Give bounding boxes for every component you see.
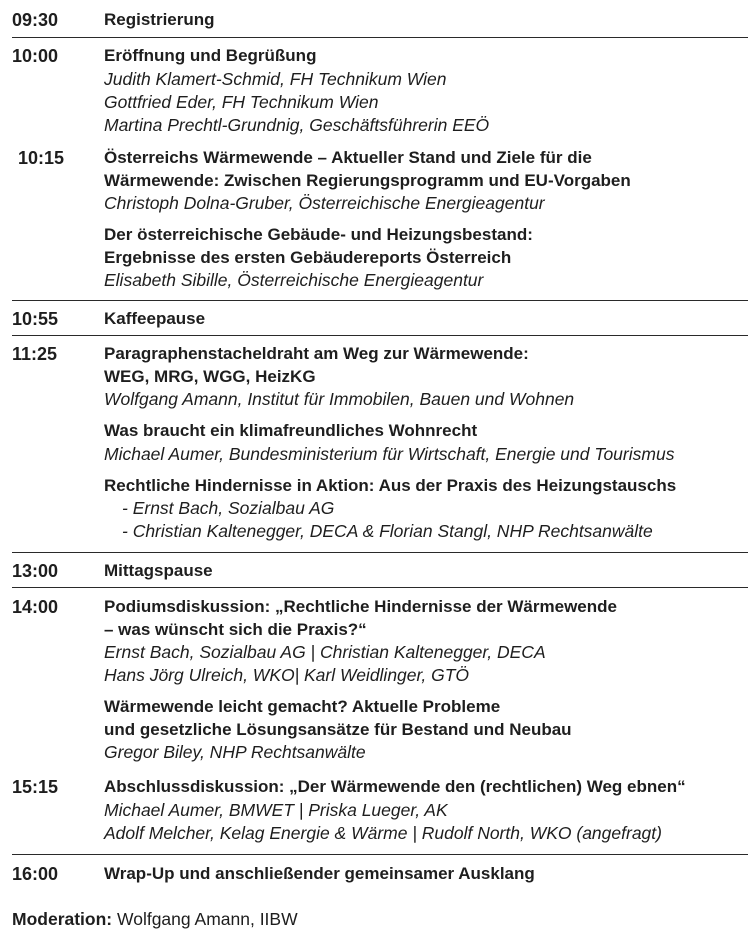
talk-title: WEG, MRG, WGG, HeizKG <box>104 366 316 386</box>
talk-title: Abschlussdiskussion: „Der Wärmewende den (rechtlichen) Weg ebnen“ <box>104 777 686 796</box>
talk-title: Wärmewende leicht gemacht? Aktuelle Probleme <box>104 697 501 716</box>
speaker: Gottfried Eder, FH Technikum Wien <box>104 91 379 112</box>
speaker: Adolf Melcher, Kelag Energie & Wärme | Rudolf North, WKO (angefragt) <box>104 822 662 843</box>
slot-content <box>104 560 749 583</box>
speaker: - Ernst Bach, Sozialbau AG <box>122 498 335 518</box>
talk-title: – was wünscht sich die Praxis?“ <box>104 619 367 639</box>
slot-content <box>104 596 749 764</box>
talk-title: Rechtliche Hindernisse in Aktion: Aus der Praxis des Heizungstauschs <box>104 475 677 495</box>
slot-content <box>104 9 749 32</box>
divider <box>12 300 748 301</box>
speaker: - Christian Kaltenegger, DECA & Florian Stangl, NHP Rechtsanwälte <box>122 521 653 541</box>
slot-time: 10:00 <box>12 46 59 66</box>
speaker: Michael Aumer, BMWET | Priska Lueger, AK <box>104 799 448 820</box>
slot-content <box>104 863 749 886</box>
slot-content <box>104 147 749 292</box>
slot-content <box>104 308 749 331</box>
slot-time: 13:00 <box>12 561 59 581</box>
talk-title: Mittagspause <box>104 561 213 580</box>
talk-title: Kaffeepause <box>104 309 206 328</box>
divider <box>12 335 748 336</box>
talk-title: Podiumsdiskussion: „Rechtliche Hindernisse der Wärmewende <box>104 597 617 616</box>
talk-title: Was braucht ein klimafreundliches Wohnrecht <box>104 421 478 440</box>
moderation-name: Wolfgang Amann, IIBW <box>117 909 298 929</box>
talk-title: Österreichs Wärmewende – Aktueller Stand und Ziele für die <box>104 148 592 167</box>
speaker: Ernst Bach, Sozialbau AG | Christian Kaltenegger, DECA <box>104 642 546 662</box>
divider <box>12 587 748 588</box>
moderation-label: Moderation: <box>12 909 113 929</box>
slot-time: 10:15 <box>18 148 65 168</box>
slot-content <box>104 45 749 137</box>
slot-content <box>104 343 749 543</box>
talk-title: und gesetzliche Lösungsansätze für Bestand und Neubau <box>104 719 572 739</box>
slot-time: 11:25 <box>12 344 58 364</box>
speaker: Wolfgang Amann, Institut für Immobilen, Bauen und Wohnen <box>104 389 575 409</box>
speaker: Martina Prechtl-Grundnig, Geschäftsführerin EEÖ <box>104 114 490 135</box>
talk-title: Der österreichische Gebäude- und Heizungsbestand: <box>104 225 533 244</box>
speaker: Christoph Dolna-Gruber, Österreichische Energieagentur <box>104 193 545 213</box>
speaker: Hans Jörg Ulreich, WKO| Karl Weidlinger, GTÖ <box>104 665 470 685</box>
talk-title: Paragraphenstacheldraht am Weg zur Wärmewende: <box>104 344 529 363</box>
speaker: Elisabeth Sibille, Österreichische Energieagentur <box>104 270 484 290</box>
slot-time: 15:15 <box>12 777 59 797</box>
speaker: Gregor Biley, NHP Rechtsanwälte <box>104 742 366 762</box>
slot-time: 14:00 <box>12 597 59 617</box>
slot-time: 16:00 <box>12 864 59 884</box>
divider <box>12 37 748 38</box>
talk-title: Registrierung <box>104 10 215 29</box>
slot-content <box>104 776 749 845</box>
talk-title: Wärmewende: Zwischen Regierungsprogramm und EU-Vorgaben <box>104 170 631 190</box>
divider <box>12 854 748 855</box>
talk-title: Eröffnung und Begrüßung <box>104 46 317 65</box>
talk-title: Ergebnisse des ersten Gebäudereports Österreich <box>104 247 512 267</box>
slot-time: 09:30 <box>12 10 59 30</box>
talk-title: Wrap-Up und anschließender gemeinsamer Ausklang <box>104 864 535 883</box>
divider <box>12 552 748 553</box>
slot-time: 10:55 <box>12 309 59 329</box>
speaker: Michael Aumer, Bundesministerium für Wirtschaft, Energie und Tourismus <box>104 443 675 464</box>
speaker: Judith Klamert-Schmid, FH Technikum Wien <box>104 68 447 89</box>
moderation <box>12 908 298 931</box>
